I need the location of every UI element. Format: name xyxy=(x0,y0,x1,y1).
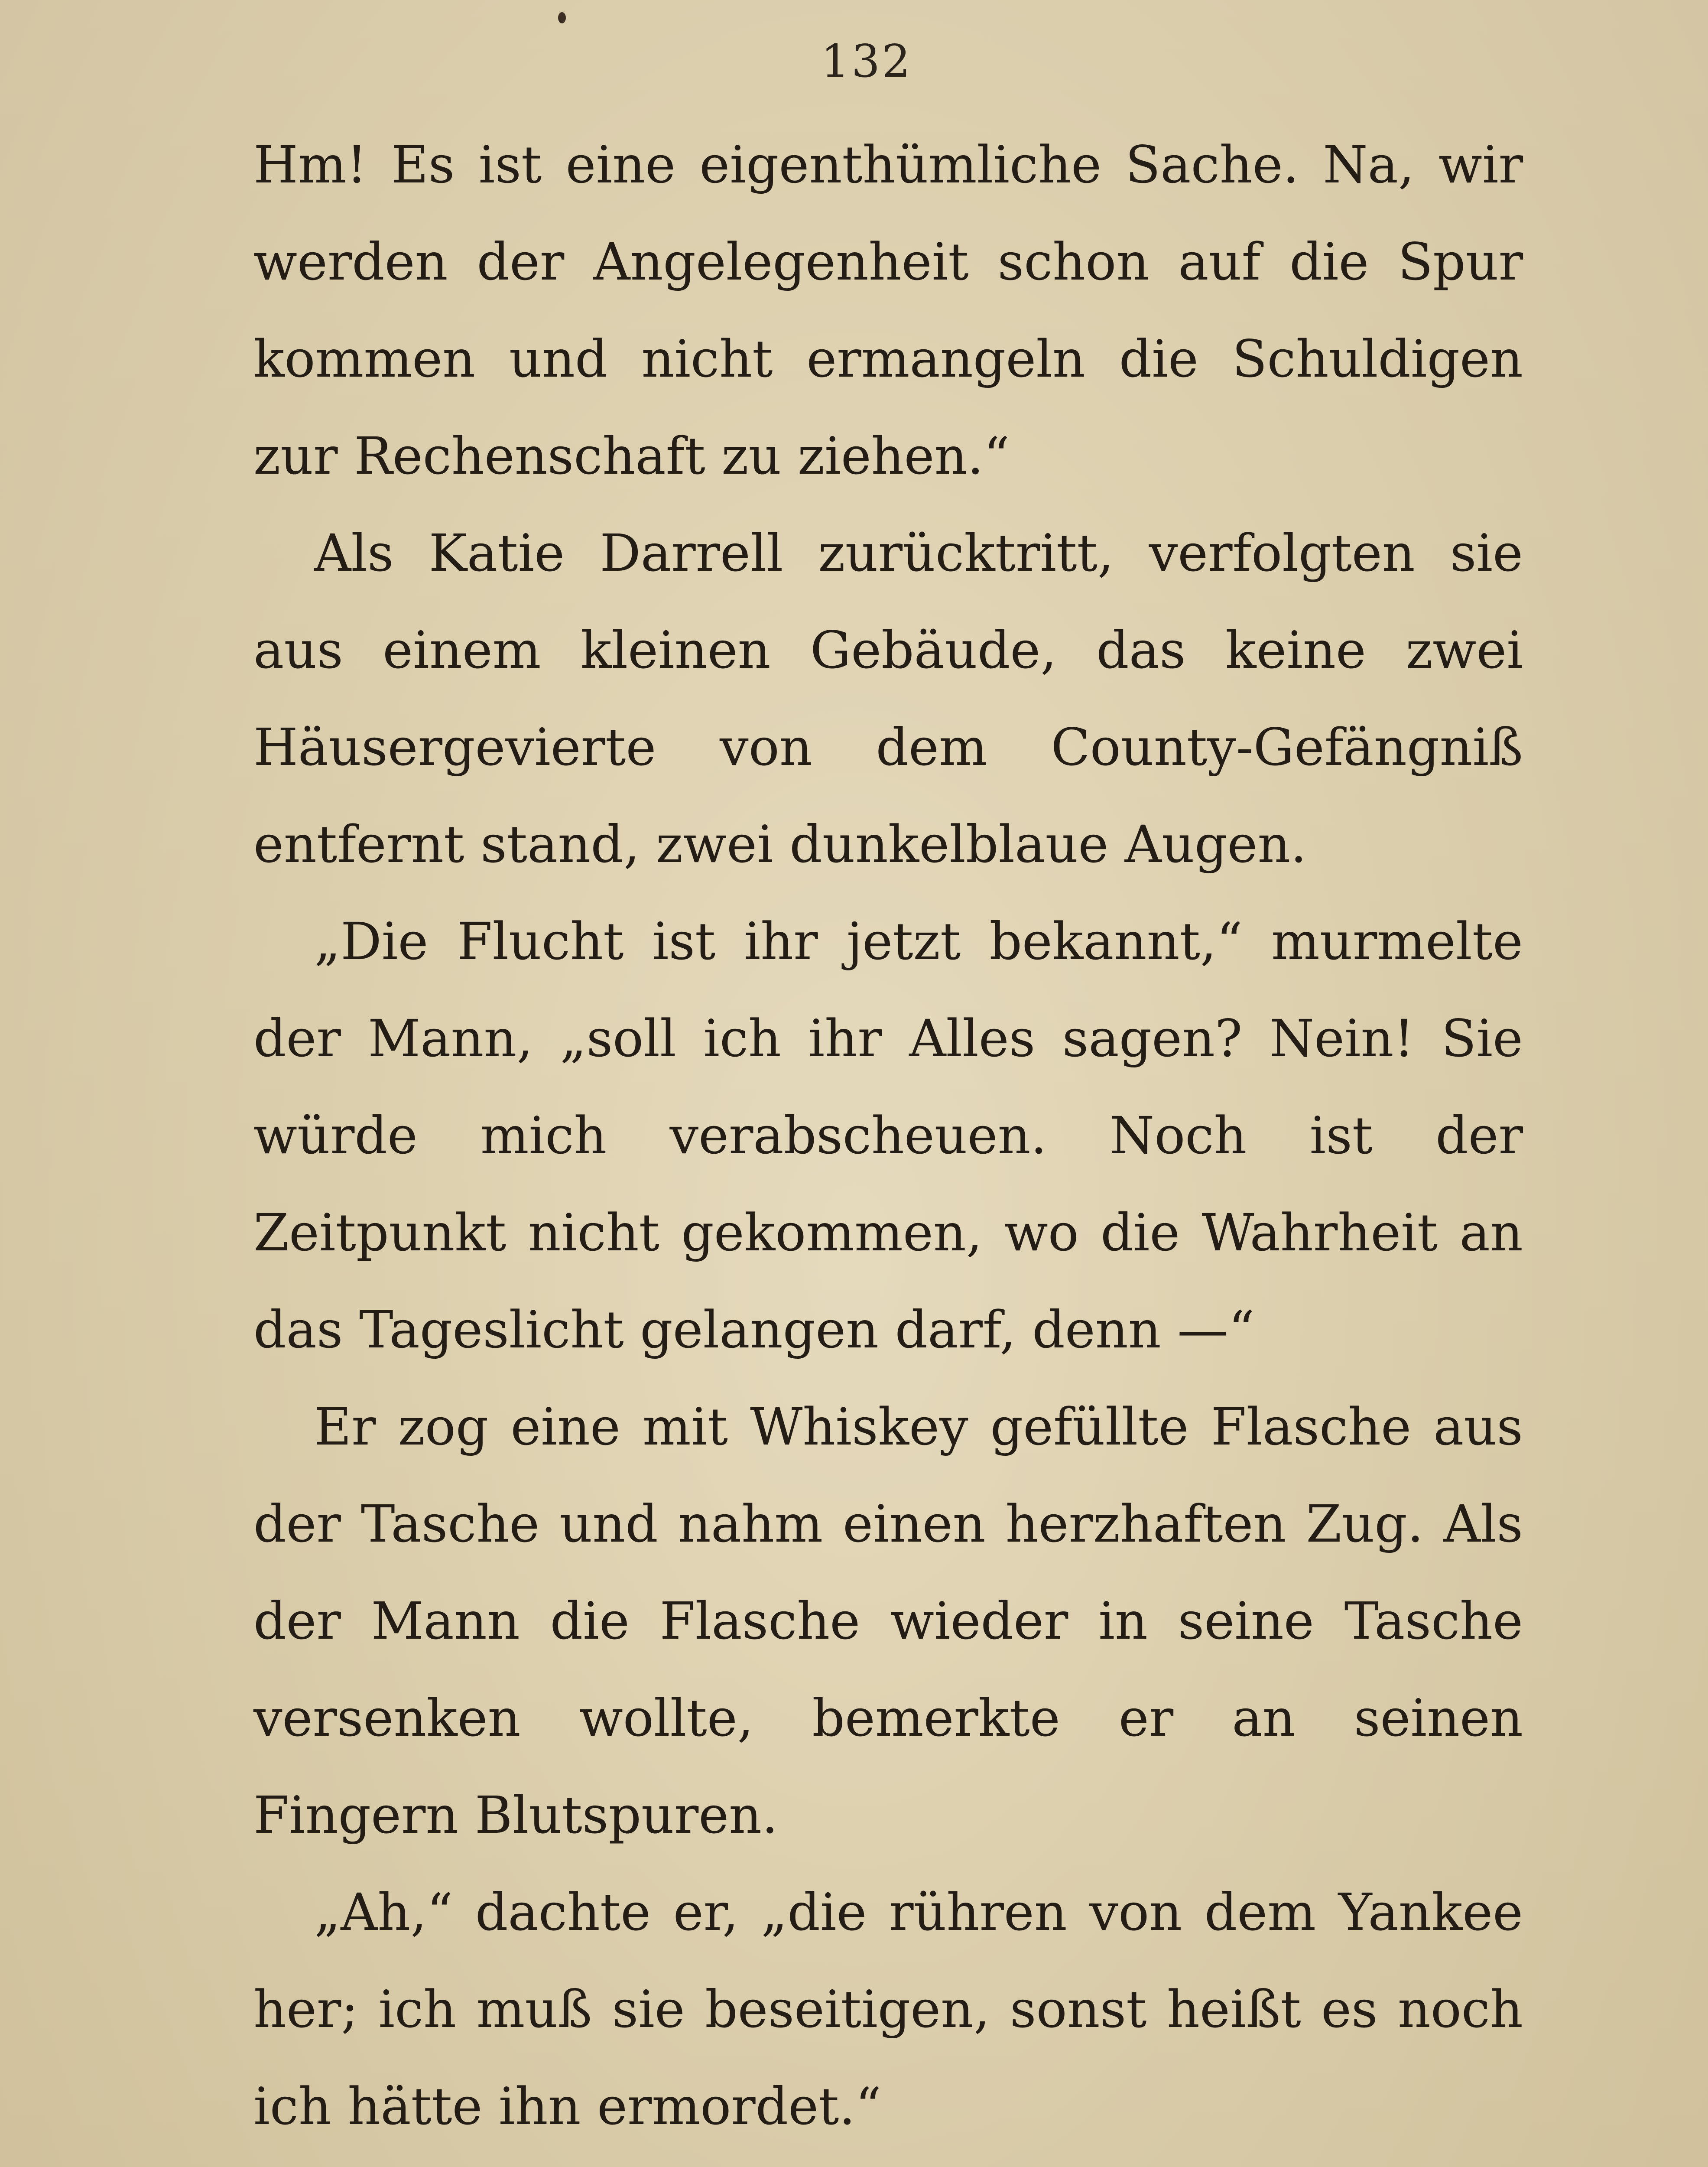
page-number: 132 xyxy=(821,35,912,88)
body-text xyxy=(253,116,1523,2155)
paragraph: „Ah,“ dachte er, „die rühren von dem Yankee her; ich muß sie beseitigen, sonst heißt es noch ich hätte ihn ermordet.“ xyxy=(253,1882,1523,2136)
paragraph: Hm! Es ist eine eigenthümliche Sache. Na, wir werden der Angelegenheit schon auf die Spur kommen und nicht ermangeln die Schuldigen zur Rechenschaft zu ziehen.“ xyxy=(253,135,1523,486)
paragraph: Als Katie Darrell zurücktritt, verfolgten sie aus einem kleinen Gebäude, das keine zwei Häusergevierte von dem County-Gefängniß entfernt stand, zwei dunkelblaue Augen. xyxy=(253,523,1523,874)
ink-speck xyxy=(558,12,566,23)
paragraph: Er zog eine mit Whiskey gefüllte Flasche aus der Tasche und nahm einen herzhaften Zug. Als der Mann die Flasche wieder in seine Tasche versenken wollte, bemerkte er an seinen Fingern Blutspuren. xyxy=(253,1397,1523,1845)
paragraph: „Die Flucht ist ihr jetzt bekannt,“ murmelte der Mann, „soll ich ihr Alles sagen? Nein! Sie würde mich verabscheuen. Noch ist der Zeitpunkt nicht gekommen, wo die Wahrheit an das Tageslicht gelangen darf, denn —“ xyxy=(253,911,1523,1360)
